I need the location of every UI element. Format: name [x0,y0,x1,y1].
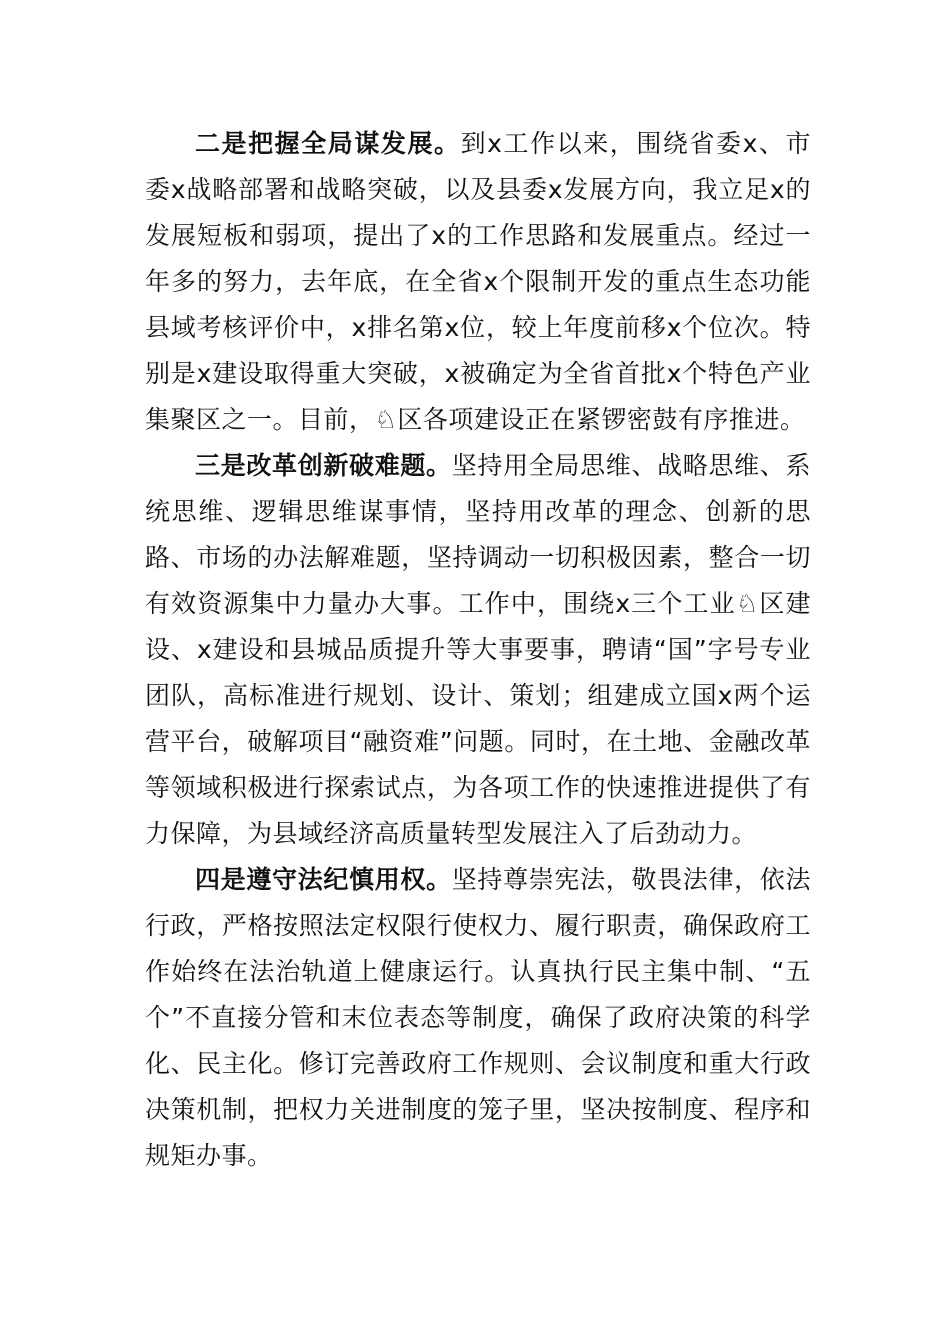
paragraph-law [145,857,811,1179]
paragraph-text: 坚持用全局思维、战略思维、系统思维、逻辑思维谋事情，坚持用改革的理念、创新的思路、市场的办法解难题，坚持调动一切积极因素，整合一切有效资源集中力量办大事。工作中，围绕x三个工业♘区建设、x建设和县城品质提升等大事要事，聘请“国”字号专业团队，高标准进行规划、设计、策划；组建成立国x两个运营平台，破解项目“融资难”问题。同时，在土地、金融改革等领域积极进行探索试点，为各项工作的快速推进提供了有力保障，为县域经济高质量转型发展注入了后劲动力。 [145,451,811,848]
paragraph-heading: 二是把握全局谋发展。 [195,129,461,158]
document-body [145,121,811,1179]
paragraph-develop [145,121,811,443]
paragraph-text: 到x工作以来，围绕省委x、市委x战略部署和战略突破，以及县委x发展方向，我立足x的发展短板和弱项，提出了x的工作思路和发展重点。经过一年多的努力，去年底，在全省x个限制开发的重点生态功能县域考核评价中，x排名第x位，较上年度前移x个位次。特别是x建设取得重大突破，x被确定为全省首批x个特色产业集聚区之一。目前，♘区各项建设正在紧锣密鼓有序推进。 [145,129,811,434]
paragraph-heading: 四是遵守法纪慎用权。 [195,865,452,894]
paragraph-heading: 三是改革创新破难题。 [195,451,452,480]
paragraph-reform [145,443,811,857]
paragraph-text: 坚持尊崇宪法，敬畏法律，依法行政，严格按照法定权限行使权力、履行职责，确保政府工作始终在法治轨道上健康运行。认真执行民主集中制、“五个”不直接分管和末位表态等制度，确保了政府决策的科学化、民主化。修订完善政府工作规则、会议制度和重大行政决策机制，把权力关进制度的笼子里，坚决按制度、程序和规矩办事。 [145,865,811,1170]
